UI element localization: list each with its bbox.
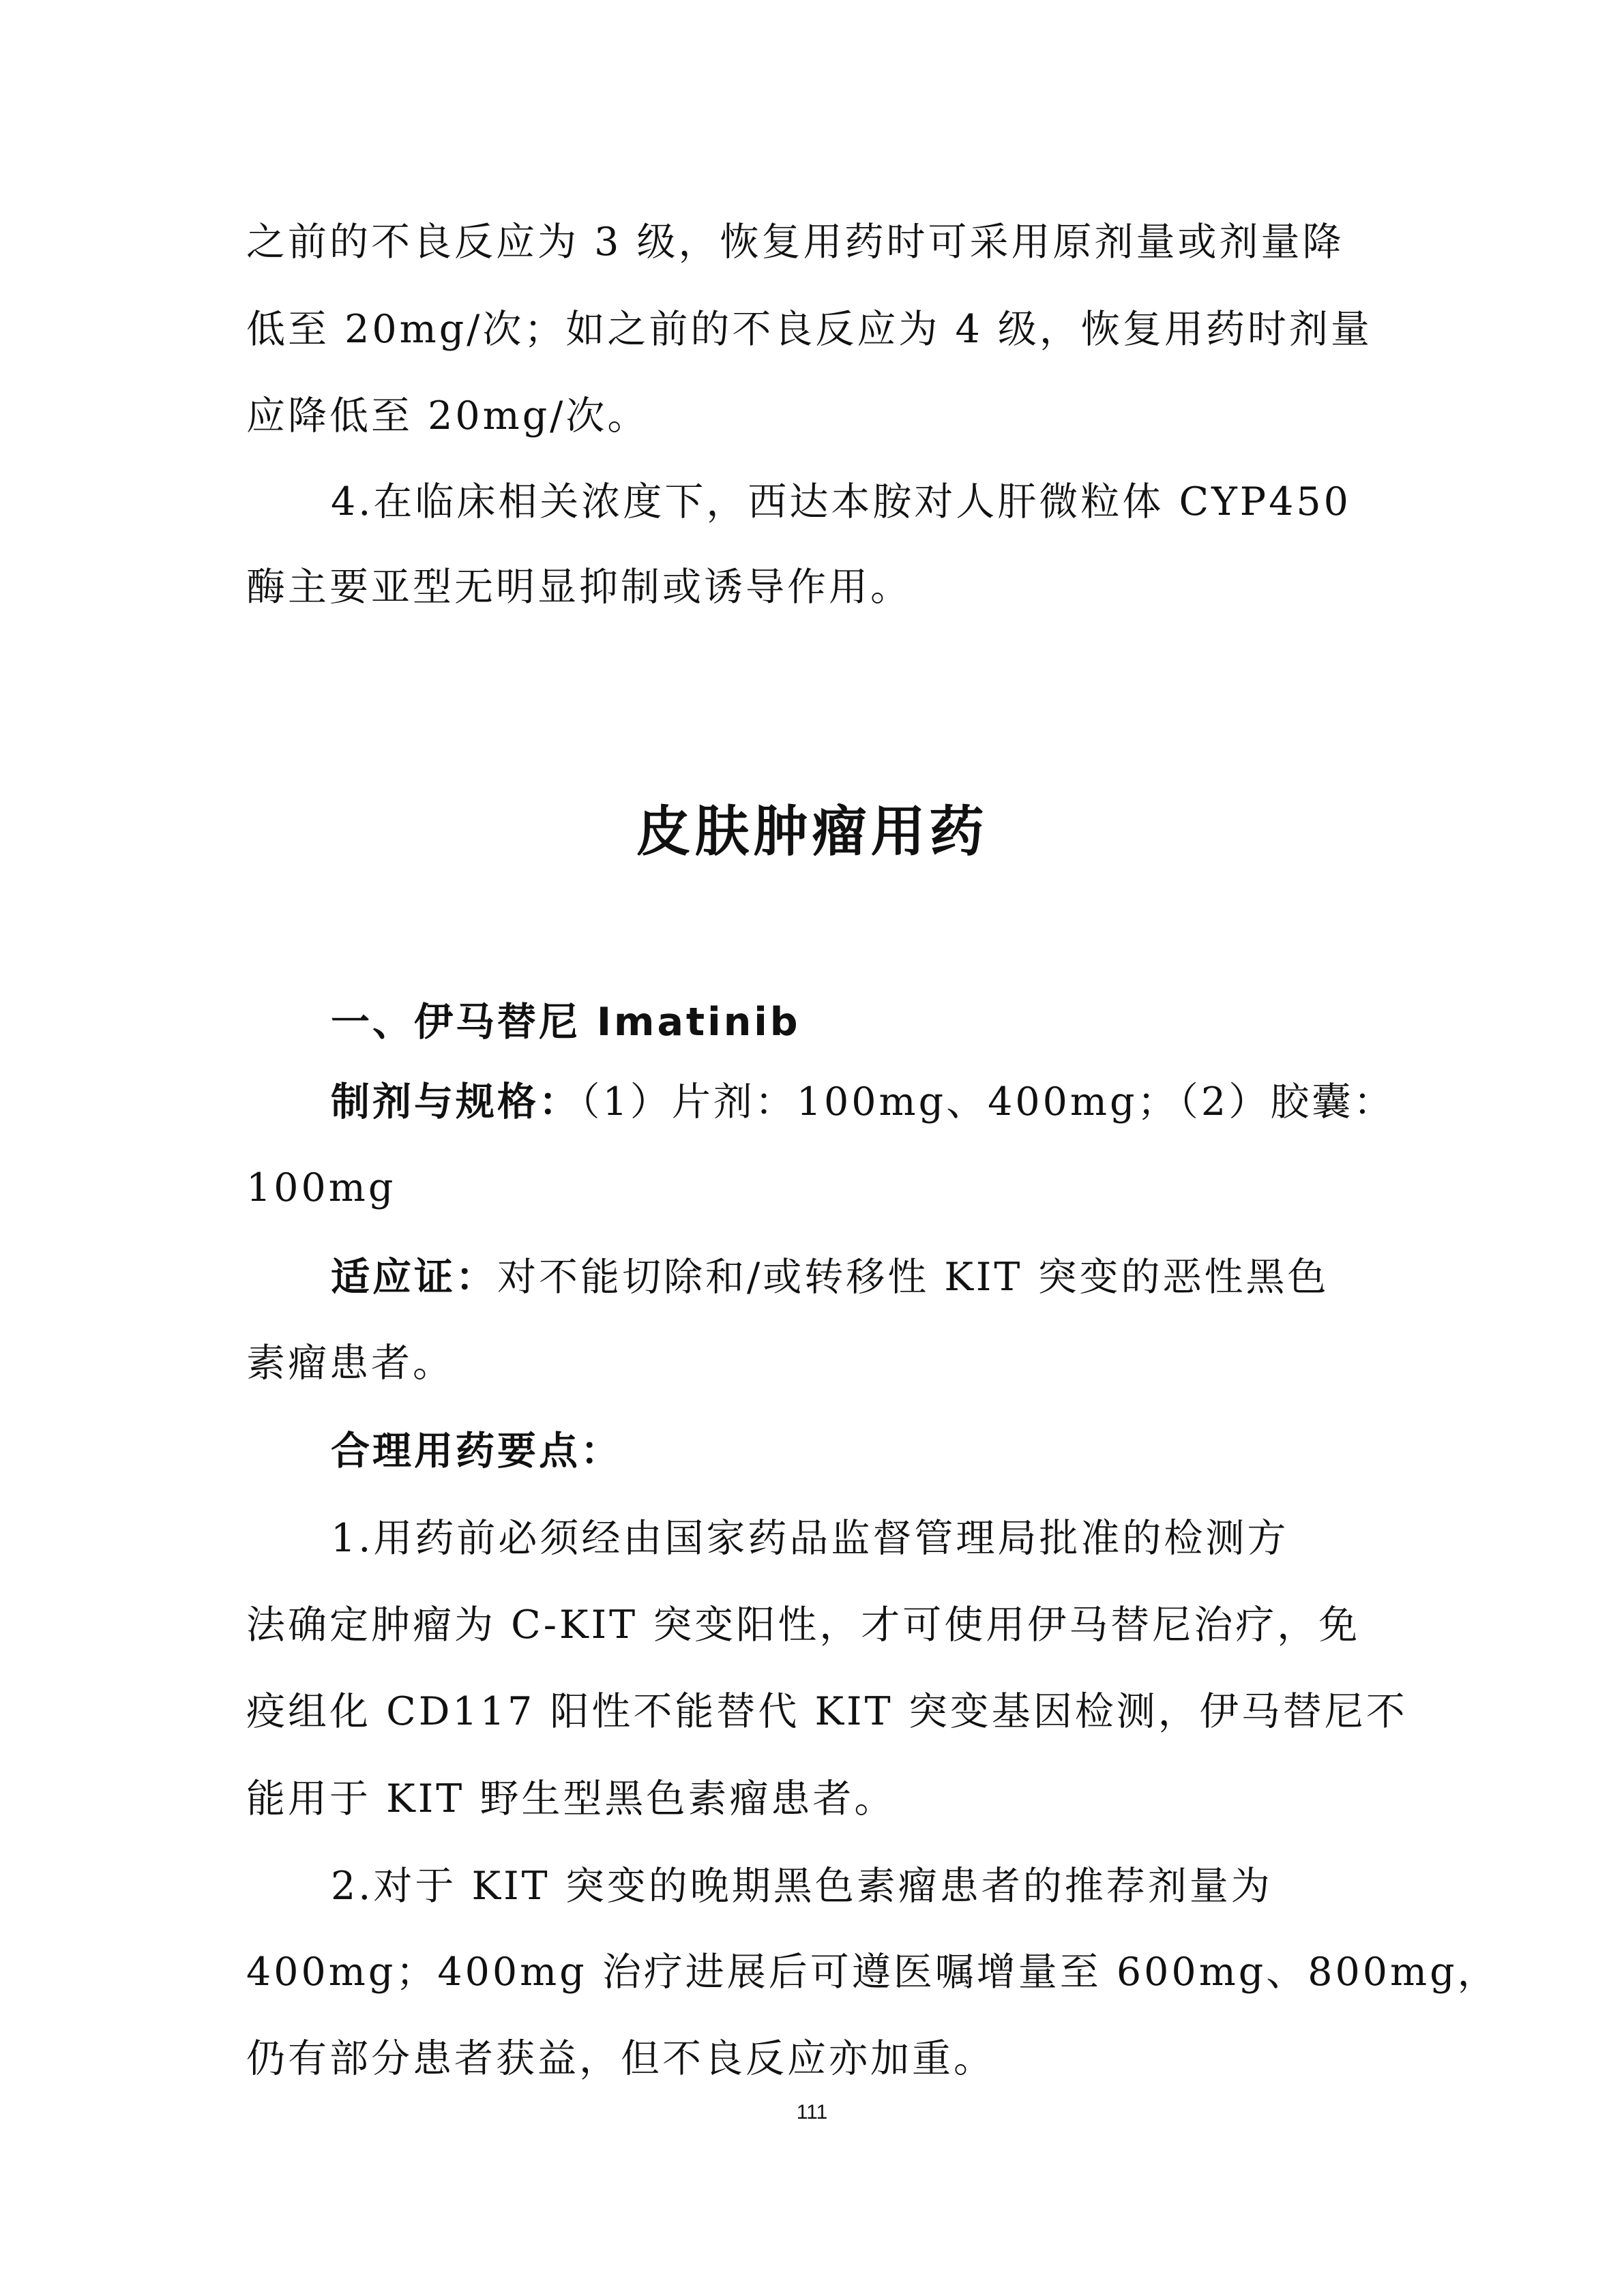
formulation-line bbox=[331, 1077, 1395, 1127]
paragraph-line: 之前的不良反应为 3 级，恢复用药时可采用原剂量或剂量降 bbox=[246, 220, 1344, 265]
key-points-label: 合理用药要点： bbox=[331, 1429, 622, 1474]
formulation-text: （1）片剂：100mg、400mg；（2）胶囊： bbox=[580, 1079, 1396, 1124]
paragraph-line: 疫组化 CD117 阳性不能替代 KIT 突变基因检测，伊马替尼不 bbox=[246, 1689, 1408, 1734]
paragraph-line: 低至 20mg/次；如之前的不良反应为 4 级，恢复用药时剂量 bbox=[246, 307, 1372, 352]
page-number: 111 bbox=[796, 2101, 828, 2123]
paragraph-line: 素瘤患者。 bbox=[246, 1341, 454, 1386]
paragraph-line: 4.在临床相关浓度下，西达本胺对人肝微粒体 CYP450 bbox=[331, 479, 1351, 524]
formulation-label: 制剂与规格： bbox=[331, 1079, 580, 1124]
paragraph-line: 400mg；400mg 治疗进展后可遵医嘱增量至 600mg、800mg， bbox=[246, 1950, 1499, 1995]
paragraph-line: 酶主要亚型无明显抑制或诱导作用。 bbox=[246, 565, 912, 610]
indication-text: 对不能切除和/或转移性 KIT 突变的恶性黑色 bbox=[497, 1255, 1329, 1300]
indication-label: 适应证： bbox=[331, 1255, 497, 1300]
paragraph-line: 1.用药前必须经由国家药品监督管理局批准的检测方 bbox=[331, 1516, 1289, 1561]
paragraph-line: 仍有部分患者获益，但不良反应亦加重。 bbox=[246, 2036, 995, 2081]
drug-heading: 一、伊马替尼 Imatinib bbox=[331, 1000, 801, 1045]
paragraph-line: 2.对于 KIT 突变的晚期黑色素瘤患者的推荐剂量为 bbox=[331, 1864, 1273, 1909]
section-title: 皮肤肿瘤用药 bbox=[636, 800, 988, 863]
indication-line bbox=[331, 1253, 1329, 1302]
paragraph-line: 法确定肿瘤为 C-KIT 突变阳性，才可使用伊马替尼治疗，免 bbox=[246, 1602, 1361, 1648]
paragraph-line: 应降低至 20mg/次。 bbox=[246, 393, 649, 438]
paragraph-line: 100mg bbox=[246, 1165, 396, 1210]
paragraph-line: 能用于 KIT 野生型黑色素瘤患者。 bbox=[246, 1776, 896, 1821]
